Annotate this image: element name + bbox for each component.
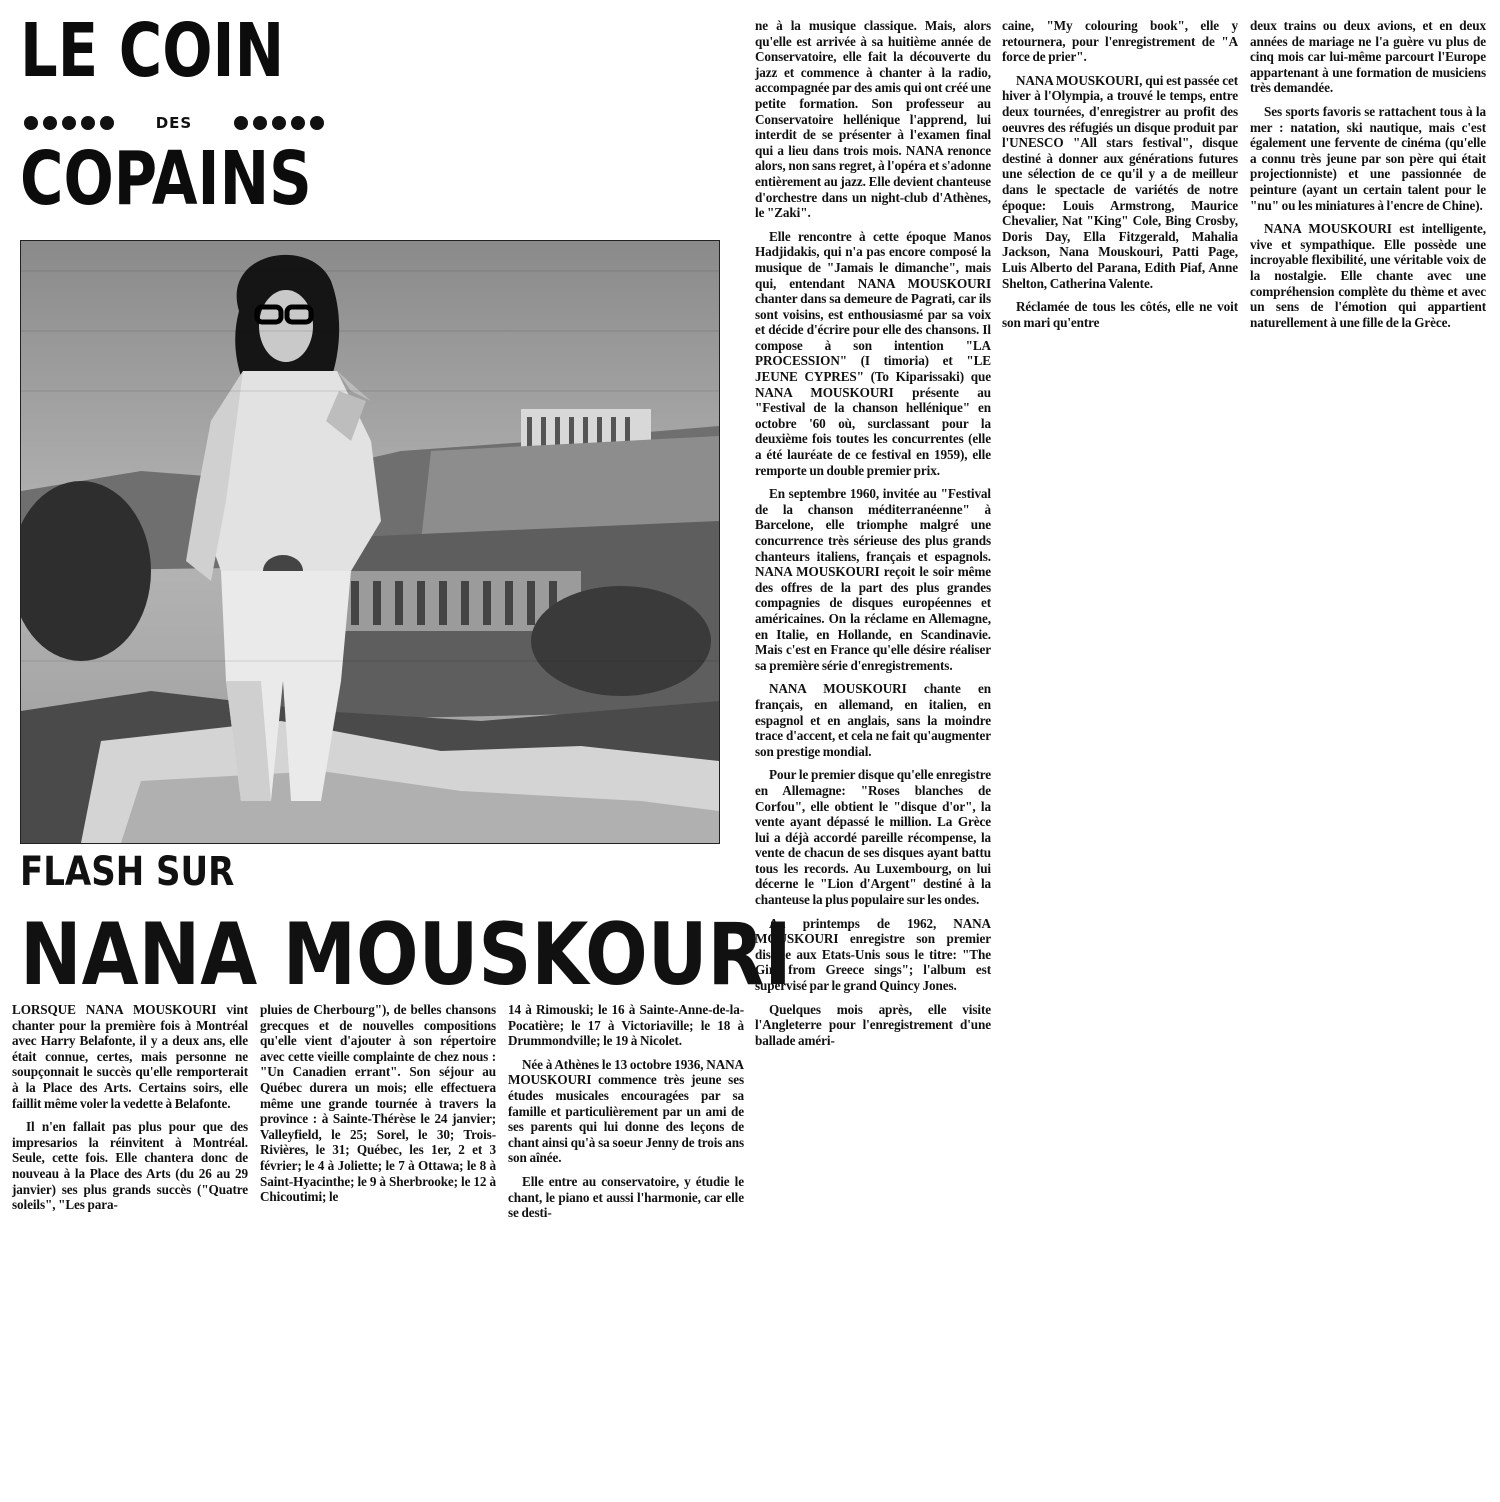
article-photo (20, 240, 720, 844)
paragraph: NANA MOUSKOURI chante en français, en allemand, en italien, en espagnol et en anglais, sans la moindre trace d'accent, et cela ne fait qu'augmenter son prestige mondial. (755, 681, 991, 759)
paragraph: Née à Athènes le 13 octobre 1936, NANA MOUSKOURI commence très jeune ses études musicales encouragées par sa famille et particulièrement par un ami de ses parents qui lui donne des leçons de chant ainsi qu'à sa soeur Jenny de trois ans son aînée. (508, 1056, 744, 1166)
paragraph: Elle entre au conservatoire, y étudie le chant, le piano et aussi l'harmonie, car elle se desti- (508, 1173, 744, 1221)
header-title-line2: DES (155, 114, 193, 132)
paragraph: Pour le premier disque qu'elle enregistre en Allemagne: "Roses blanches de Corfou", elle obtient le "disque d'or", la vente ayant dépassé le million. La Grèce lui a déjà accordé pareille récompense, la vente de chacun de ses disques ayant battu tous les records. Au Luxembourg, on lui décerne le "Lion d'Argent" destiné à la chanteuse la plus populaire sur les ondes. (755, 767, 991, 908)
paragraph: NANA MOUSKOURI est intelligente, vive et sympathique. Elle possède une incroyable flexibilité, une véritable voix de la nostalgie. Elle chante avec une compréhension complète du thème et avec un sens de l'émotion qui appartient naturellement à une fille de la Grèce. (1250, 221, 1486, 330)
paragraph: En septembre 1960, invitée au "Festival de la chanson méditerranéenne" à Barcelone, elle triomphe malgré une concurrence très sérieuse des plus grands chanteurs italiens, français et espagnols. NANA MOUSKOURI reçoit le soir même des offres de la part des plus grandes compagnies de disques européennes et américaines. On la réclame en Allemagne, en Italie, en Hollande, en Scandinavie. Mais c'est en France qu'elle désire réaliser sa première série d'enregistrements. (755, 486, 991, 673)
header-dots-row (24, 108, 324, 138)
paragraph: NANA MOUSKOURI, qui est passée cet hiver à l'Olympia, a trouvé le temps, entre deux tournées, d'enregistrer au profit des oeuvres des réfugiés un disque produit par l'UNESCO "All stars festival", disque destiné à donner aux générations futures une sélection de ce qu'il y a de meilleur dans le spectacle de variétés de notre époque: Louis Armstrong, Maurice Chevalier, Nat "King" Cole, Bing Crosby, Doris Day, Ella Fitzgerald, Mahalia Jackson, Nana Mouskouri, Patti Page, Luis Alberto del Parana, Edith Piaf, Anne Shelton, Catherina Valente. (1002, 72, 1238, 291)
paragraph: Ses sports favoris se rattachent tous à la mer : natation, ski nautique, mais c'est également une fervente de cinéma (qu'elle a connu très jeune par son père qui était projectionniste) et une passionnée de peinture (ayant un certain talent pour le "nu" ou les miniatures à l'encre de Chine). (1250, 103, 1486, 213)
article-column-3 (508, 1002, 744, 1229)
paragraph: 14 à Rimouski; le 16 à Sainte-Anne-de-la-Pocatière; le 17 à Victoriaville; le 18 à Drummondville; le 19 à Nicolet. (508, 1002, 744, 1049)
paragraph: Quelques mois après, elle visite l'Angleterre pour l'enregistrement d'une ballade améri- (755, 1001, 991, 1048)
paragraph: Réclamée de tous les côtés, elle ne voit son mari qu'entre (1002, 299, 1238, 330)
article-column-5 (1002, 18, 1238, 338)
article-kicker: FLASH SUR (20, 849, 235, 895)
article-column-2 (260, 1002, 496, 1213)
paragraph: pluies de Cherbourg"), de belles chansons grecques et de nouvelles compositions qu'elle vient d'ajouter à son répertoire avec cette vieille complainte de chez nous : "Un Canadien errant". Son séjour au Québec durera un mois; elle effectuera même une grande tournée à travers la province : à Sainte-Thérèse le 24 janvier; Valleyfield, le 25; Sorel, le 30; Trois-Rivières, le 31; Québec, les 1er, 2 et 3 février; le 4 à Joliette; le 7 à Ottawa; le 8 à Saint-Hyacinthe; le 9 à Sherbrooke; le 12 à Chicoutimi; le (260, 1002, 496, 1205)
paragraph: LORSQUE NANA MOUSKOURI vint chanter pour la première fois à Montréal avec Harry Belafonte, il y a deux ans, elle était connue, certes, mais personne ne soupçonnait le succès qu'elle remporterait à la Place des Arts. Certains soirs, elle faillit même voler la vedette à Belafonte. (12, 1002, 248, 1111)
header-title-line3: COPAINS (20, 136, 312, 222)
article-column-6 (1250, 18, 1486, 338)
bullet-dots-right (234, 116, 324, 130)
paragraph: Elle rencontre à cette époque Manos Hadjidakis, qui n'a pas encore composé la musique de "Jamais le dimanche", mais qui, entendant NANA MOUSKOURI chanter dans sa demeure de Pagrati, car ils sont voisins, est enthousiasmé par sa voix et décide d'écrire pour elle des chansons. Il compose à son intention "LA PROCESSION" (I timoria) et "LE JEUNE CYPRES" (To Kiparissaki) que NANA MOUSKOURI présente au "Festival de la chanson hellénique" en octobre '60 où, surclassant pour la deuxième fois toutes les concurrentes (elle a été lauréate de ce festival en 1959), elle remporte un double premier prix. (755, 228, 991, 478)
bullet-dots-left (24, 116, 114, 130)
article-headline: NANA MOUSKOURI (20, 905, 792, 1005)
paragraph: deux trains ou deux avions, et en deux années de mariage ne l'a guère vu plus de cinq mois car lui-même parcourt l'Europe appartenant à une formation de musiciens très demandée. (1250, 18, 1486, 96)
paragraph: Il n'en fallait pas plus pour que des impresarios la réinvitent à Montréal. Seule, cette fois. Elle chantera donc de nouveau à la Place des Arts (du 26 au 29 janvier) ses plus grands succès ("Quatre soleils", "Les para- (12, 1119, 248, 1213)
paragraph: caine, "My colouring book", elle y retournera, pour l'enregistrement de "A force de prier". (1002, 18, 1238, 65)
paragraph: Au printemps de 1962, NANA MOUSKOURI enregistre son premier disque aux Etats-Unis sous le titre: "The Girl from Greece sings"; l'album est supervisé par le grand Quincy Jones. (755, 915, 991, 994)
paragraph: ne à la musique classique. Mais, alors qu'elle est arrivée à sa huitième année de Conservatoire, elle fait la découverte du jazz et commence à chanter à la radio, accompagnée par des amis qui ont créé une petite formation. Son professeur au Conservatoire hellénique l'apprend, lui interdit de se présenter à l'examen final qui a lieu dans trois mois. NANA renonce alors, non sans regret, à l'opéra et s'adonne entièrement au jazz. Elle devient chanteuse d'orchestre dans un night-club d'Athènes, le "Zaki". (755, 18, 991, 221)
article-column-4 (755, 18, 991, 1056)
photo-icon (21, 241, 719, 843)
article-column-1 (12, 1002, 248, 1221)
header-title-line1: LE COIN (20, 8, 285, 94)
